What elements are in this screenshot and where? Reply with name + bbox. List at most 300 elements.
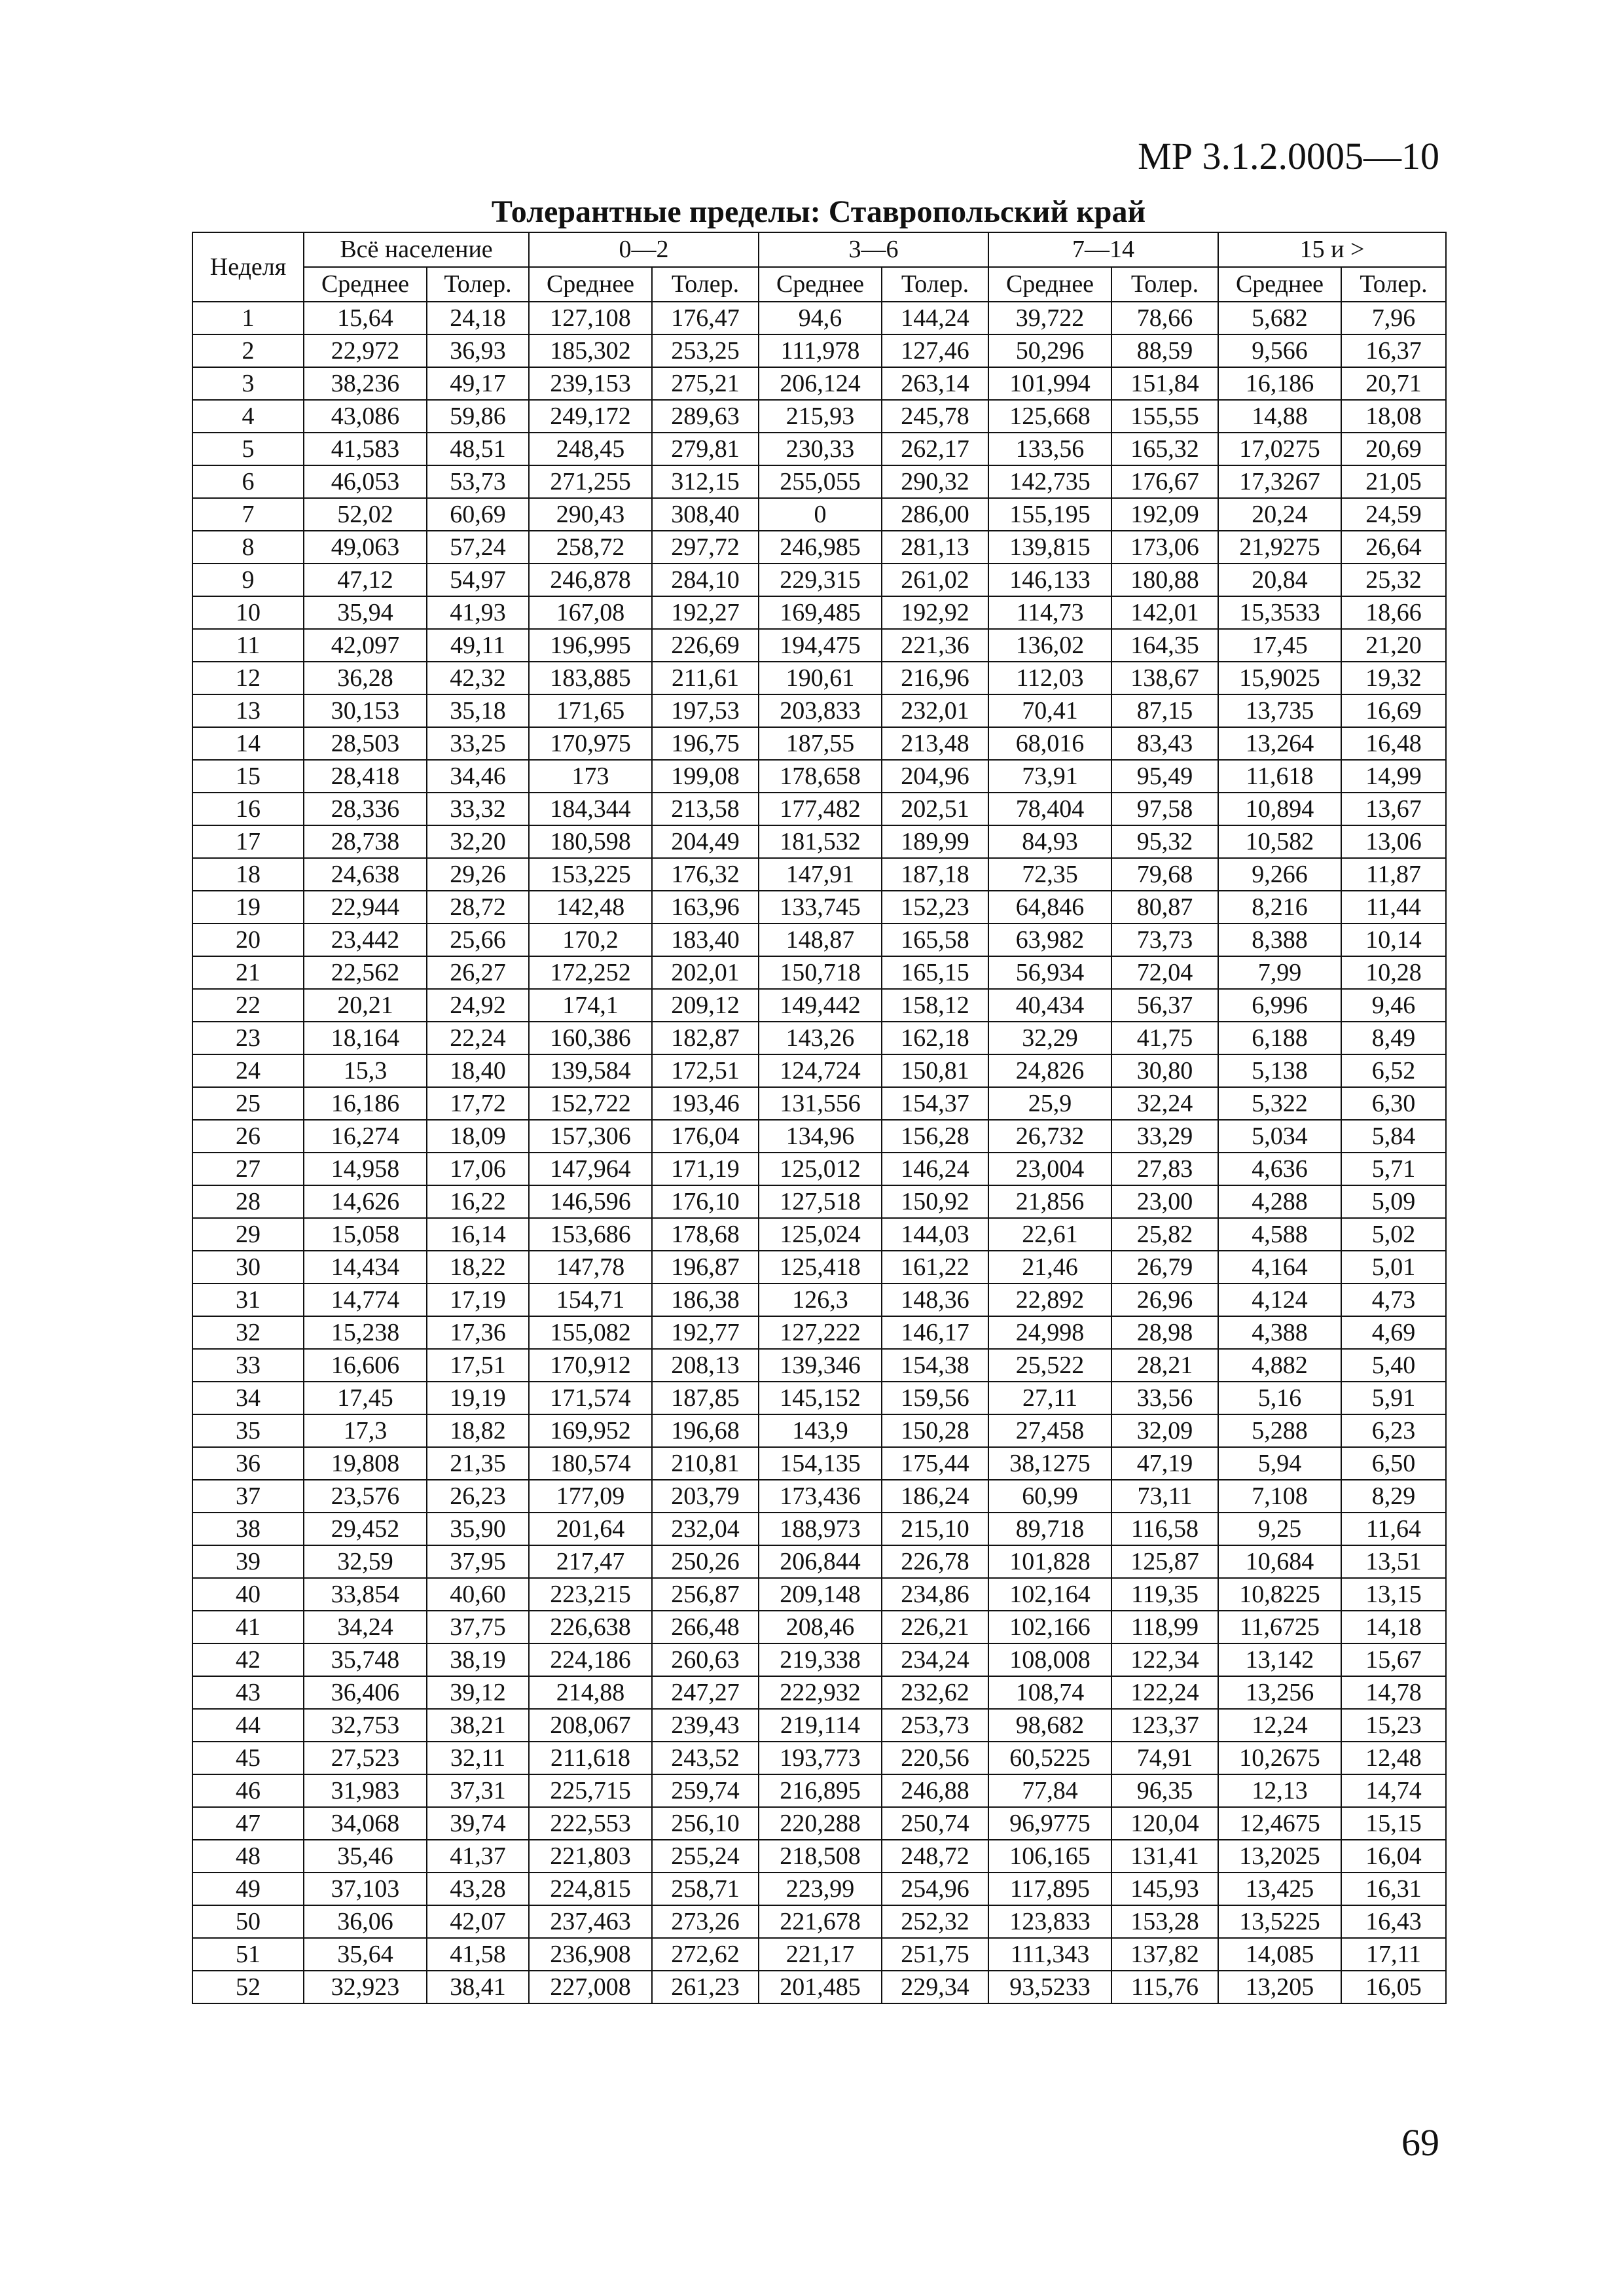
tolerance-cell: 261,02 bbox=[882, 564, 988, 596]
mean-cell: 106,165 bbox=[988, 1840, 1111, 1873]
tolerance-cell: 202,51 bbox=[882, 793, 988, 825]
mean-cell: 258,72 bbox=[529, 531, 652, 564]
tolerance-cell: 165,15 bbox=[882, 956, 988, 989]
tolerance-cell: 27,83 bbox=[1111, 1153, 1218, 1185]
mean-cell: 16,186 bbox=[1218, 367, 1341, 400]
tolerance-cell: 182,87 bbox=[652, 1022, 759, 1054]
tolerance-cell: 266,48 bbox=[652, 1611, 759, 1643]
tolerance-cell: 14,18 bbox=[1341, 1611, 1446, 1643]
tolerance-cell: 172,51 bbox=[652, 1054, 759, 1087]
mean-cell: 181,532 bbox=[759, 825, 882, 858]
mean-cell: 139,346 bbox=[759, 1349, 882, 1382]
week-cell: 18 bbox=[192, 858, 304, 891]
table-row bbox=[192, 989, 1446, 1022]
mean-cell: 5,322 bbox=[1218, 1087, 1341, 1120]
mean-cell: 78,404 bbox=[988, 793, 1111, 825]
tolerance-cell: 152,23 bbox=[882, 891, 988, 924]
mean-cell: 25,522 bbox=[988, 1349, 1111, 1382]
mean-cell: 223,215 bbox=[529, 1578, 652, 1611]
tolerance-cell: 28,98 bbox=[1111, 1316, 1218, 1349]
tolerance-cell: 37,95 bbox=[427, 1545, 529, 1578]
mean-cell: 14,958 bbox=[304, 1153, 427, 1185]
mean-cell: 169,952 bbox=[529, 1414, 652, 1447]
tolerance-cell: 56,37 bbox=[1111, 989, 1218, 1022]
mean-cell: 127,222 bbox=[759, 1316, 882, 1349]
mean-cell: 134,96 bbox=[759, 1120, 882, 1153]
tolerance-cell: 13,51 bbox=[1341, 1545, 1446, 1578]
mean-cell: 171,65 bbox=[529, 694, 652, 727]
table-row bbox=[192, 793, 1446, 825]
tolerance-cell: 15,23 bbox=[1341, 1709, 1446, 1742]
tolerance-cell: 159,56 bbox=[882, 1382, 988, 1414]
table-row bbox=[192, 1316, 1446, 1349]
group-header-7-14: 7—14 bbox=[988, 232, 1218, 267]
mean-cell: 10,582 bbox=[1218, 825, 1341, 858]
mean-cell: 201,64 bbox=[529, 1513, 652, 1545]
mean-cell: 28,336 bbox=[304, 793, 427, 825]
tolerance-cell: 33,32 bbox=[427, 793, 529, 825]
table-row bbox=[192, 564, 1446, 596]
week-cell: 2 bbox=[192, 334, 304, 367]
mean-cell: 206,124 bbox=[759, 367, 882, 400]
tolerance-cell: 137,82 bbox=[1111, 1938, 1218, 1971]
tolerance-cell: 17,72 bbox=[427, 1087, 529, 1120]
tolerance-cell: 12,48 bbox=[1341, 1742, 1446, 1774]
table-row bbox=[192, 1840, 1446, 1873]
tolerance-cell: 26,79 bbox=[1111, 1251, 1218, 1283]
mean-cell: 27,523 bbox=[304, 1742, 427, 1774]
mean-cell: 47,12 bbox=[304, 564, 427, 596]
tolerance-cell: 186,38 bbox=[652, 1283, 759, 1316]
tolerance-cell: 28,21 bbox=[1111, 1349, 1218, 1382]
tolerance-cell: 24,92 bbox=[427, 989, 529, 1022]
mean-cell: 214,88 bbox=[529, 1676, 652, 1709]
table-row bbox=[192, 1807, 1446, 1840]
tolerance-cell: 73,73 bbox=[1111, 924, 1218, 956]
table-row bbox=[192, 1938, 1446, 1971]
mean-cell: 27,11 bbox=[988, 1382, 1111, 1414]
week-cell: 20 bbox=[192, 924, 304, 956]
tolerance-cell: 39,12 bbox=[427, 1676, 529, 1709]
tolerance-cell: 23,00 bbox=[1111, 1185, 1218, 1218]
mean-cell: 246,985 bbox=[759, 531, 882, 564]
mean-cell: 174,1 bbox=[529, 989, 652, 1022]
tolerance-cell: 5,40 bbox=[1341, 1349, 1446, 1382]
mean-cell: 4,388 bbox=[1218, 1316, 1341, 1349]
mean-cell: 64,846 bbox=[988, 891, 1111, 924]
mean-cell: 9,25 bbox=[1218, 1513, 1341, 1545]
mean-cell: 13,256 bbox=[1218, 1676, 1341, 1709]
mean-cell: 237,463 bbox=[529, 1905, 652, 1938]
mean-cell: 142,735 bbox=[988, 465, 1111, 498]
table-row bbox=[192, 1578, 1446, 1611]
mean-cell: 32,59 bbox=[304, 1545, 427, 1578]
mean-cell: 15,3 bbox=[304, 1054, 427, 1087]
mean-cell: 42,097 bbox=[304, 629, 427, 662]
mean-cell: 72,35 bbox=[988, 858, 1111, 891]
tolerance-cell: 176,10 bbox=[652, 1185, 759, 1218]
tolerance-cell: 193,46 bbox=[652, 1087, 759, 1120]
mean-cell: 5,682 bbox=[1218, 302, 1341, 334]
tolerance-cell: 258,71 bbox=[652, 1873, 759, 1905]
week-cell: 33 bbox=[192, 1349, 304, 1382]
tolerance-cell: 33,56 bbox=[1111, 1382, 1218, 1414]
tolerance-cell: 144,03 bbox=[882, 1218, 988, 1251]
mean-cell: 154,71 bbox=[529, 1283, 652, 1316]
week-cell: 17 bbox=[192, 825, 304, 858]
mean-cell: 15,238 bbox=[304, 1316, 427, 1349]
mean-cell: 114,73 bbox=[988, 596, 1111, 629]
subheader-tolerance: Толер. bbox=[652, 267, 759, 302]
tolerance-cell: 16,04 bbox=[1341, 1840, 1446, 1873]
tolerance-cell: 156,28 bbox=[882, 1120, 988, 1153]
tolerance-cell: 176,04 bbox=[652, 1120, 759, 1153]
mean-cell: 290,43 bbox=[529, 498, 652, 531]
tolerance-cell: 253,73 bbox=[882, 1709, 988, 1742]
mean-cell: 26,732 bbox=[988, 1120, 1111, 1153]
table-row bbox=[192, 498, 1446, 531]
subheader-tolerance: Толер. bbox=[1341, 267, 1446, 302]
subheader-mean: Среднее bbox=[759, 267, 882, 302]
mean-cell: 147,91 bbox=[759, 858, 882, 891]
tolerance-cell: 187,85 bbox=[652, 1382, 759, 1414]
mean-cell: 32,29 bbox=[988, 1022, 1111, 1054]
tolerance-cell: 15,15 bbox=[1341, 1807, 1446, 1840]
tolerance-cell: 192,77 bbox=[652, 1316, 759, 1349]
mean-cell: 222,553 bbox=[529, 1807, 652, 1840]
mean-cell: 208,46 bbox=[759, 1611, 882, 1643]
table-row bbox=[192, 1022, 1446, 1054]
mean-cell: 98,682 bbox=[988, 1709, 1111, 1742]
mean-cell: 29,452 bbox=[304, 1513, 427, 1545]
table-row bbox=[192, 1611, 1446, 1643]
tolerance-cell: 164,35 bbox=[1111, 629, 1218, 662]
tolerance-cell: 32,24 bbox=[1111, 1087, 1218, 1120]
tolerance-cell: 176,67 bbox=[1111, 465, 1218, 498]
week-cell: 5 bbox=[192, 433, 304, 465]
tolerance-cell: 53,73 bbox=[427, 465, 529, 498]
mean-cell: 180,598 bbox=[529, 825, 652, 858]
table-row bbox=[192, 1905, 1446, 1938]
table-row bbox=[192, 760, 1446, 793]
table-row bbox=[192, 1709, 1446, 1742]
tolerance-cell: 22,24 bbox=[427, 1022, 529, 1054]
mean-cell: 14,88 bbox=[1218, 400, 1341, 433]
mean-cell: 155,082 bbox=[529, 1316, 652, 1349]
mean-cell: 221,17 bbox=[759, 1938, 882, 1971]
tolerance-cell: 11,87 bbox=[1341, 858, 1446, 891]
mean-cell: 16,186 bbox=[304, 1087, 427, 1120]
tolerance-cell: 21,20 bbox=[1341, 629, 1446, 662]
table-row bbox=[192, 727, 1446, 760]
mean-cell: 155,195 bbox=[988, 498, 1111, 531]
mean-cell: 5,94 bbox=[1218, 1447, 1341, 1480]
mean-cell: 203,833 bbox=[759, 694, 882, 727]
mean-cell: 216,895 bbox=[759, 1774, 882, 1807]
mean-cell: 21,9275 bbox=[1218, 531, 1341, 564]
mean-cell: 16,606 bbox=[304, 1349, 427, 1382]
mean-cell: 142,48 bbox=[529, 891, 652, 924]
mean-cell: 0 bbox=[759, 498, 882, 531]
mean-cell: 4,288 bbox=[1218, 1185, 1341, 1218]
mean-cell: 35,46 bbox=[304, 1840, 427, 1873]
tolerance-cell: 72,04 bbox=[1111, 956, 1218, 989]
mean-cell: 223,99 bbox=[759, 1873, 882, 1905]
tolerance-cell: 196,68 bbox=[652, 1414, 759, 1447]
tolerance-cell: 120,04 bbox=[1111, 1807, 1218, 1840]
mean-cell: 125,418 bbox=[759, 1251, 882, 1283]
mean-cell: 147,964 bbox=[529, 1153, 652, 1185]
mean-cell: 190,61 bbox=[759, 662, 882, 694]
tolerance-cell: 272,62 bbox=[652, 1938, 759, 1971]
mean-cell: 187,55 bbox=[759, 727, 882, 760]
mean-cell: 20,24 bbox=[1218, 498, 1341, 531]
tolerance-cell: 59,86 bbox=[427, 400, 529, 433]
mean-cell: 8,388 bbox=[1218, 924, 1341, 956]
header-row-groups bbox=[192, 232, 1446, 267]
tolerance-cell: 78,66 bbox=[1111, 302, 1218, 334]
tolerance-cell: 16,22 bbox=[427, 1185, 529, 1218]
tolerance-cell: 123,37 bbox=[1111, 1709, 1218, 1742]
mean-cell: 230,33 bbox=[759, 433, 882, 465]
mean-cell: 23,576 bbox=[304, 1480, 427, 1513]
mean-cell: 173,436 bbox=[759, 1480, 882, 1513]
mean-cell: 219,338 bbox=[759, 1643, 882, 1676]
tolerance-cell: 144,24 bbox=[882, 302, 988, 334]
mean-cell: 13,5225 bbox=[1218, 1905, 1341, 1938]
tolerance-cell: 42,07 bbox=[427, 1905, 529, 1938]
mean-cell: 8,216 bbox=[1218, 891, 1341, 924]
table-row bbox=[192, 302, 1446, 334]
week-cell: 30 bbox=[192, 1251, 304, 1283]
week-cell: 8 bbox=[192, 531, 304, 564]
table-row bbox=[192, 956, 1446, 989]
mean-cell: 32,753 bbox=[304, 1709, 427, 1742]
week-cell: 44 bbox=[192, 1709, 304, 1742]
tolerance-cell: 213,58 bbox=[652, 793, 759, 825]
mean-cell: 10,2675 bbox=[1218, 1742, 1341, 1774]
mean-cell: 217,47 bbox=[529, 1545, 652, 1578]
tolerance-cell: 32,11 bbox=[427, 1742, 529, 1774]
week-cell: 51 bbox=[192, 1938, 304, 1971]
tolerance-cell: 146,24 bbox=[882, 1153, 988, 1185]
mean-cell: 35,94 bbox=[304, 596, 427, 629]
tolerance-cell: 308,40 bbox=[652, 498, 759, 531]
mean-cell: 157,306 bbox=[529, 1120, 652, 1153]
tolerance-cell: 5,09 bbox=[1341, 1185, 1446, 1218]
mean-cell: 169,485 bbox=[759, 596, 882, 629]
table-body bbox=[192, 302, 1446, 2003]
week-cell: 13 bbox=[192, 694, 304, 727]
tolerance-cell: 239,43 bbox=[652, 1709, 759, 1742]
tolerance-cell: 250,26 bbox=[652, 1545, 759, 1578]
tolerance-cell: 150,28 bbox=[882, 1414, 988, 1447]
tolerance-cell: 131,41 bbox=[1111, 1840, 1218, 1873]
tolerance-cell: 17,19 bbox=[427, 1283, 529, 1316]
tolerance-cell: 250,74 bbox=[882, 1807, 988, 1840]
tolerance-cell: 16,14 bbox=[427, 1218, 529, 1251]
week-cell: 45 bbox=[192, 1742, 304, 1774]
tolerance-cell: 245,78 bbox=[882, 400, 988, 433]
tolerance-cell: 162,18 bbox=[882, 1022, 988, 1054]
tolerance-cell: 11,64 bbox=[1341, 1513, 1446, 1545]
mean-cell: 133,745 bbox=[759, 891, 882, 924]
mean-cell: 39,722 bbox=[988, 302, 1111, 334]
tolerance-cell: 6,50 bbox=[1341, 1447, 1446, 1480]
tolerance-cell: 273,26 bbox=[652, 1905, 759, 1938]
tolerance-cell: 18,66 bbox=[1341, 596, 1446, 629]
tolerance-cell: 47,19 bbox=[1111, 1447, 1218, 1480]
tolerance-cell: 32,09 bbox=[1111, 1414, 1218, 1447]
mean-cell: 13,425 bbox=[1218, 1873, 1341, 1905]
mean-cell: 147,78 bbox=[529, 1251, 652, 1283]
mean-cell: 211,618 bbox=[529, 1742, 652, 1774]
mean-cell: 208,067 bbox=[529, 1709, 652, 1742]
tolerance-cell: 221,36 bbox=[882, 629, 988, 662]
tolerance-cell: 8,29 bbox=[1341, 1480, 1446, 1513]
mean-cell: 50,296 bbox=[988, 334, 1111, 367]
tolerance-cell: 297,72 bbox=[652, 531, 759, 564]
mean-cell: 220,288 bbox=[759, 1807, 882, 1840]
mean-cell: 10,894 bbox=[1218, 793, 1341, 825]
mean-cell: 153,225 bbox=[529, 858, 652, 891]
mean-cell: 239,153 bbox=[529, 367, 652, 400]
mean-cell: 170,2 bbox=[529, 924, 652, 956]
week-cell: 10 bbox=[192, 596, 304, 629]
subheader-mean: Среднее bbox=[529, 267, 652, 302]
week-cell: 19 bbox=[192, 891, 304, 924]
mean-cell: 12,13 bbox=[1218, 1774, 1341, 1807]
tolerance-cell: 216,96 bbox=[882, 662, 988, 694]
table-row bbox=[192, 1643, 1446, 1676]
table-row bbox=[192, 596, 1446, 629]
tolerance-cell: 197,53 bbox=[652, 694, 759, 727]
tolerance-cell: 146,17 bbox=[882, 1316, 988, 1349]
mean-cell: 13,735 bbox=[1218, 694, 1341, 727]
mean-cell: 183,885 bbox=[529, 662, 652, 694]
mean-cell: 248,45 bbox=[529, 433, 652, 465]
tolerance-cell: 13,67 bbox=[1341, 793, 1446, 825]
mean-cell: 32,923 bbox=[304, 1971, 427, 2003]
mean-cell: 185,302 bbox=[529, 334, 652, 367]
week-cell: 50 bbox=[192, 1905, 304, 1938]
tolerance-cell: 187,18 bbox=[882, 858, 988, 891]
mean-cell: 188,973 bbox=[759, 1513, 882, 1545]
tolerance-cell: 49,11 bbox=[427, 629, 529, 662]
tolerance-cell: 220,56 bbox=[882, 1742, 988, 1774]
week-cell: 37 bbox=[192, 1480, 304, 1513]
mean-cell: 246,878 bbox=[529, 564, 652, 596]
mean-cell: 6,996 bbox=[1218, 989, 1341, 1022]
tolerance-cell: 16,31 bbox=[1341, 1873, 1446, 1905]
week-cell: 43 bbox=[192, 1676, 304, 1709]
page-number: 69 bbox=[1401, 2121, 1439, 2164]
tolerance-cell: 178,68 bbox=[652, 1218, 759, 1251]
table-row bbox=[192, 1414, 1446, 1447]
tolerance-cell: 171,19 bbox=[652, 1153, 759, 1185]
tolerance-cell: 95,32 bbox=[1111, 825, 1218, 858]
mean-cell: 13,205 bbox=[1218, 1971, 1341, 2003]
week-cell: 15 bbox=[192, 760, 304, 793]
mean-cell: 201,485 bbox=[759, 1971, 882, 2003]
table-row bbox=[192, 825, 1446, 858]
tolerance-cell: 148,36 bbox=[882, 1283, 988, 1316]
mean-cell: 17,3 bbox=[304, 1414, 427, 1447]
tolerance-cell: 30,80 bbox=[1111, 1054, 1218, 1087]
mean-cell: 229,315 bbox=[759, 564, 882, 596]
mean-cell: 170,912 bbox=[529, 1349, 652, 1382]
tolerance-cell: 175,44 bbox=[882, 1447, 988, 1480]
table-row bbox=[192, 1742, 1446, 1774]
mean-cell: 31,983 bbox=[304, 1774, 427, 1807]
tolerance-cell: 196,87 bbox=[652, 1251, 759, 1283]
mean-cell: 123,833 bbox=[988, 1905, 1111, 1938]
mean-cell: 27,458 bbox=[988, 1414, 1111, 1447]
mean-cell: 139,584 bbox=[529, 1054, 652, 1087]
mean-cell: 112,03 bbox=[988, 662, 1111, 694]
tolerance-cell: 180,88 bbox=[1111, 564, 1218, 596]
tolerance-cell: 26,96 bbox=[1111, 1283, 1218, 1316]
mean-cell: 5,288 bbox=[1218, 1414, 1341, 1447]
tolerance-cell: 26,23 bbox=[427, 1480, 529, 1513]
mean-cell: 131,556 bbox=[759, 1087, 882, 1120]
subheader-tolerance: Толер. bbox=[882, 267, 988, 302]
tolerance-cell: 57,24 bbox=[427, 531, 529, 564]
mean-cell: 221,678 bbox=[759, 1905, 882, 1938]
mean-cell: 4,124 bbox=[1218, 1283, 1341, 1316]
table-row bbox=[192, 662, 1446, 694]
tolerance-cell: 163,96 bbox=[652, 891, 759, 924]
tolerance-cell: 127,46 bbox=[882, 334, 988, 367]
document-code: МР 3.1.2.0005—10 bbox=[1138, 135, 1439, 177]
tolerance-cell: 49,17 bbox=[427, 367, 529, 400]
mean-cell: 5,034 bbox=[1218, 1120, 1341, 1153]
mean-cell: 152,722 bbox=[529, 1087, 652, 1120]
tolerance-cell: 290,32 bbox=[882, 465, 988, 498]
mean-cell: 167,08 bbox=[529, 596, 652, 629]
tolerance-cell: 16,48 bbox=[1341, 727, 1446, 760]
tolerance-cell: 192,09 bbox=[1111, 498, 1218, 531]
mean-cell: 10,8225 bbox=[1218, 1578, 1341, 1611]
mean-cell: 13,264 bbox=[1218, 727, 1341, 760]
tolerance-cell: 5,01 bbox=[1341, 1251, 1446, 1283]
mean-cell: 226,638 bbox=[529, 1611, 652, 1643]
mean-cell: 9,266 bbox=[1218, 858, 1341, 891]
table-row bbox=[192, 367, 1446, 400]
mean-cell: 28,503 bbox=[304, 727, 427, 760]
mean-cell: 154,135 bbox=[759, 1447, 882, 1480]
week-cell: 29 bbox=[192, 1218, 304, 1251]
mean-cell: 170,975 bbox=[529, 727, 652, 760]
tolerance-cell: 145,93 bbox=[1111, 1873, 1218, 1905]
mean-cell: 219,114 bbox=[759, 1709, 882, 1742]
mean-cell: 21,856 bbox=[988, 1185, 1111, 1218]
tolerance-cell: 14,74 bbox=[1341, 1774, 1446, 1807]
tolerance-cell: 16,05 bbox=[1341, 1971, 1446, 2003]
mean-cell: 12,24 bbox=[1218, 1709, 1341, 1742]
tolerance-cell: 253,25 bbox=[652, 334, 759, 367]
mean-cell: 24,998 bbox=[988, 1316, 1111, 1349]
table-row bbox=[192, 1447, 1446, 1480]
table-row bbox=[192, 1480, 1446, 1513]
mean-cell: 17,0275 bbox=[1218, 433, 1341, 465]
mean-cell: 178,658 bbox=[759, 760, 882, 793]
week-cell: 3 bbox=[192, 367, 304, 400]
tolerance-cell: 234,24 bbox=[882, 1643, 988, 1676]
mean-cell: 143,26 bbox=[759, 1022, 882, 1054]
mean-cell: 56,934 bbox=[988, 956, 1111, 989]
tolerance-cell: 165,58 bbox=[882, 924, 988, 956]
